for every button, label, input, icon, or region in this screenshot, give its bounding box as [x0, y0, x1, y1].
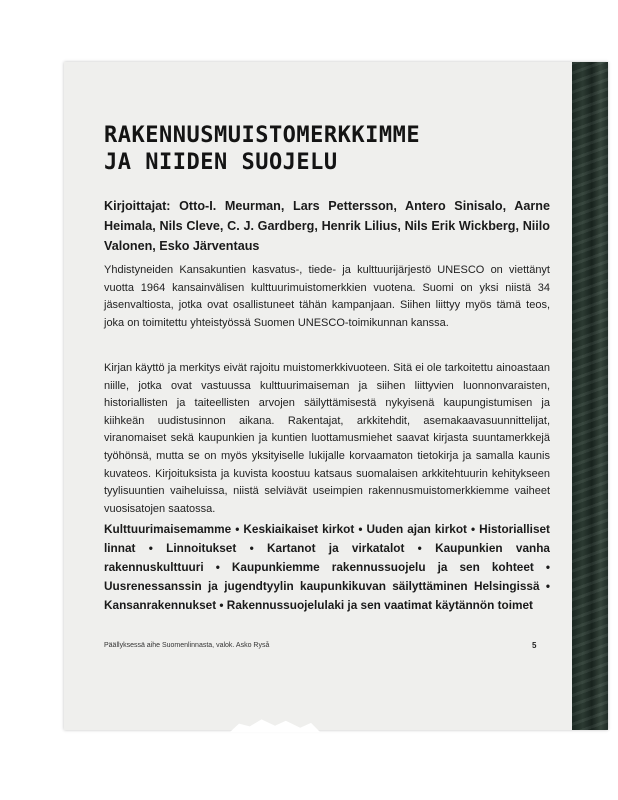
topics-list: Kulttuurimaisemamme • Keskiaikaiset kirkot • Uuden ajan kirkot • Historialliset linnat • Linnoitukset • Kartanot ja virkatalot • Kaupunkien vanha rakennuskulttuuri • Kaupunkiemme rakennussuojelu ja sen kohteet • Uusrenessanssin ja jugendtyylin kaupunkikuvan säilyttäminen Helsingissä • Kansanrakennukset • Rakennussuojelulaki ja sen vaatimat käytännön toimet	[104, 522, 550, 612]
book-title	[104, 122, 544, 176]
photo-caption: Päällyksessä aihe Suomenlinnasta, valok. Asko Ryså	[104, 642, 270, 649]
title-line-2: JA NIIDEN SUOJELU	[104, 150, 338, 175]
paragraph-unesco: Yhdistyneiden Kansakuntien kasvatus-, tiede- ja kulttuurijärjestö UNESCO on viettänyt vuotta 1964 kansainvälisen kulttuurimuistomerkkien vuotena. Suomi on yksi niistä 34 jäsenvaltiosta, jotka ovat osallistuneet tähän kampanjaan. Siihen liittyy myös tämä teos, joka on toimitettu yhteistyössä Suomen UNESCO-toimikunnan kanssa.	[104, 264, 550, 329]
paragraph-purpose: Kirjan käyttö ja merkitys eivät rajoitu muistomerkkivuoteen. Sitä ei ole tarkoitettu ainoastaan niille, jotka ovat vastuussa kulttuurimaiseman ja siihen liittyvien luonnonvaraisten, historiallisten ja taiteellisten arvojen säilyttämisestä nykyisenä kaupungistumisen ja kiihkeän uudistusinnon aikana. Rakentajat, arkkitehdit, asemakaavasuunnittelijat, viranomaiset sekä kaupunkien ja kuntien luottamusmiehet saavat kirjasta suuntamerkkejä työhönsä, mutta se on myös yksityiselle lukijalle korvaamaton tietokirja ja samalla kaunis kuvateos. Kirjoituksista ja kuvista koostuu katsaus suomalaisen arkkitehtuurin kehitykseen tyylisuuntien vaiheluissa, niistä selviävät useimpien rakennusmuistomerkkiemme vaiheet vuosisatojen saatossa.	[104, 362, 550, 515]
page-number: 5	[532, 641, 537, 650]
title-line-1: RAKENNUSMUISTOMERKKIMME	[104, 123, 421, 148]
authors-list: Kirjoittajat: Otto-I. Meurman, Lars Pettersson, Antero Sinisalo, Aarne Heimala, Nils Cleve, C. J. Gardberg, Henrik Lilius, Nils Erik Wickberg, Niilo Valonen, Esko Järventaus	[104, 199, 550, 253]
book-spine	[572, 62, 608, 730]
back-cover-page	[64, 62, 572, 730]
